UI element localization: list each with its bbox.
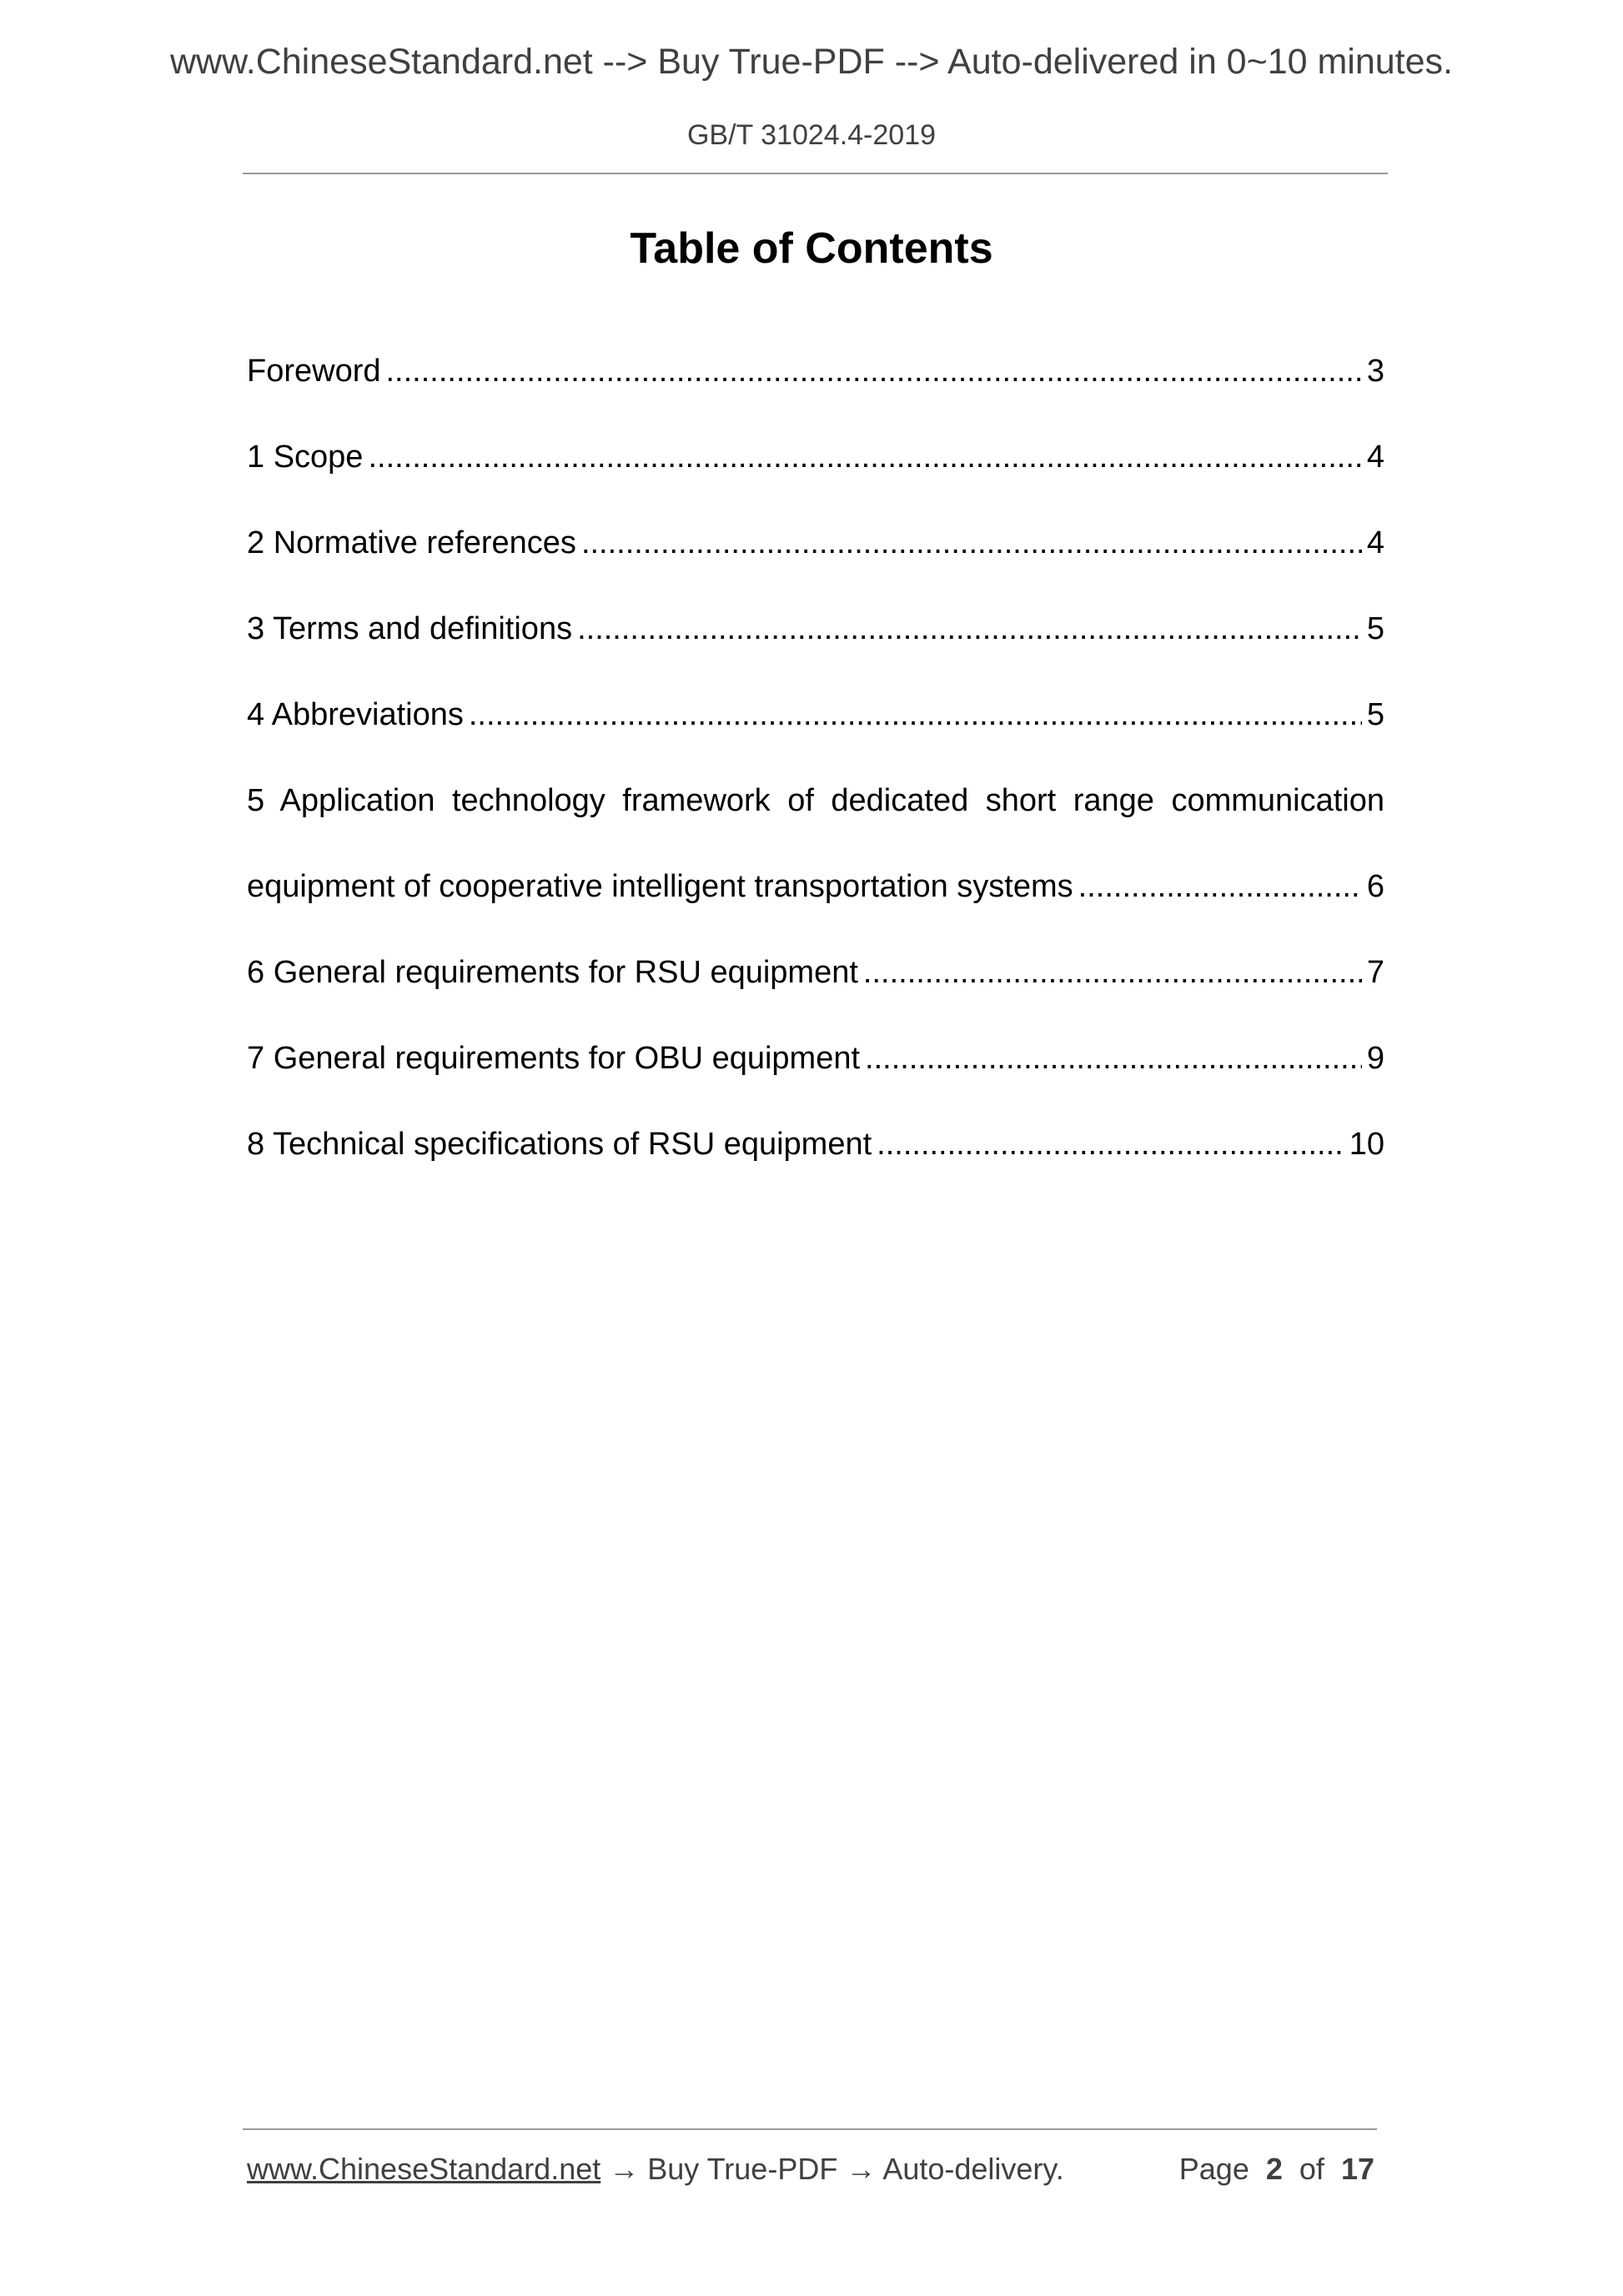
toc-leader-dots	[877, 1123, 1344, 1165]
toc-title: Table of Contents	[630, 224, 993, 273]
toc-entry-application-framework-line1[interactable]	[247, 780, 1384, 866]
toc-entry-page: 4	[1366, 440, 1384, 475]
toc-entry-page: 3	[1366, 354, 1384, 389]
toc-entry-text: 8 Technical specifications of RSU equipment	[247, 1127, 872, 1162]
toc-entry-foreword[interactable]	[247, 350, 1384, 436]
toc-leader-dots	[863, 952, 1362, 993]
toc-entry-text: equipment of cooperative intelligent transportation systems	[247, 869, 1073, 904]
toc-entry-normative-references[interactable]	[247, 522, 1384, 608]
footer-promo	[247, 2152, 1064, 2187]
toc-entry-abbreviations[interactable]	[247, 694, 1384, 780]
toc-entry-page: 6	[1366, 869, 1384, 904]
toc-entry-text: 6 General requirements for RSU equipment	[247, 955, 858, 990]
toc-leader-dots	[368, 436, 1361, 478]
header-divider	[243, 173, 1388, 174]
toc-entry-obu-general-requirements[interactable]	[247, 1037, 1384, 1123]
footer-website-link[interactable]: www.ChineseStandard.net	[247, 2152, 601, 2186]
toc-entry-text: 3 Terms and definitions	[247, 611, 573, 646]
toc-entry-page: 9	[1366, 1041, 1384, 1076]
toc-leader-dots	[469, 694, 1362, 736]
toc-entry-page: 4	[1366, 525, 1384, 560]
toc-entry-text: 5 Application technology framework of dedicated short range communication	[247, 783, 1384, 818]
toc-entry-page: 7	[1366, 955, 1384, 990]
toc-entry-page: 10	[1349, 1127, 1384, 1162]
toc-entry-terms-and-definitions[interactable]	[247, 608, 1384, 694]
document-code: GB/T 31024.4-2019	[686, 119, 937, 151]
page-label: Page	[1178, 2152, 1249, 2186]
toc-entry-page: 5	[1366, 611, 1384, 646]
page-footer	[247, 2152, 1374, 2187]
toc-entry-text: Foreword	[247, 354, 381, 389]
page-total: 17	[1340, 2152, 1374, 2186]
toc-leader-dots	[865, 1037, 1362, 1079]
footer-tagline: → Buy True-PDF → Auto-delivery.	[600, 2152, 1064, 2186]
toc-entry-text: 2 Normative references	[247, 525, 576, 560]
toc-entry-text: 4 Abbreviations	[247, 697, 464, 732]
toc-leader-dots	[577, 608, 1362, 650]
toc-entry-rsu-technical-specifications[interactable]	[247, 1123, 1384, 1209]
toc-entry-page: 5	[1366, 697, 1384, 732]
page-current: 2	[1265, 2152, 1283, 2186]
page-of-label: of	[1299, 2152, 1324, 2186]
toc-entry-application-framework-line2[interactable]	[247, 866, 1384, 952]
toc-entry-text: 1 Scope	[247, 440, 364, 475]
top-banner: www.ChineseStandard.net --> Buy True-PDF --> Auto-delivered in 0~10 minutes.	[169, 42, 1453, 82]
page-number	[1179, 2152, 1374, 2187]
table-of-contents	[247, 350, 1384, 1209]
toc-entry-text: 7 General requirements for OBU equipment	[247, 1041, 861, 1076]
toc-leader-dots	[581, 522, 1362, 564]
toc-entry-rsu-general-requirements[interactable]	[247, 952, 1384, 1037]
toc-leader-dots	[386, 350, 1362, 392]
footer-divider	[243, 2128, 1377, 2130]
toc-entry-scope[interactable]	[247, 436, 1384, 522]
toc-leader-dots	[1078, 866, 1362, 907]
